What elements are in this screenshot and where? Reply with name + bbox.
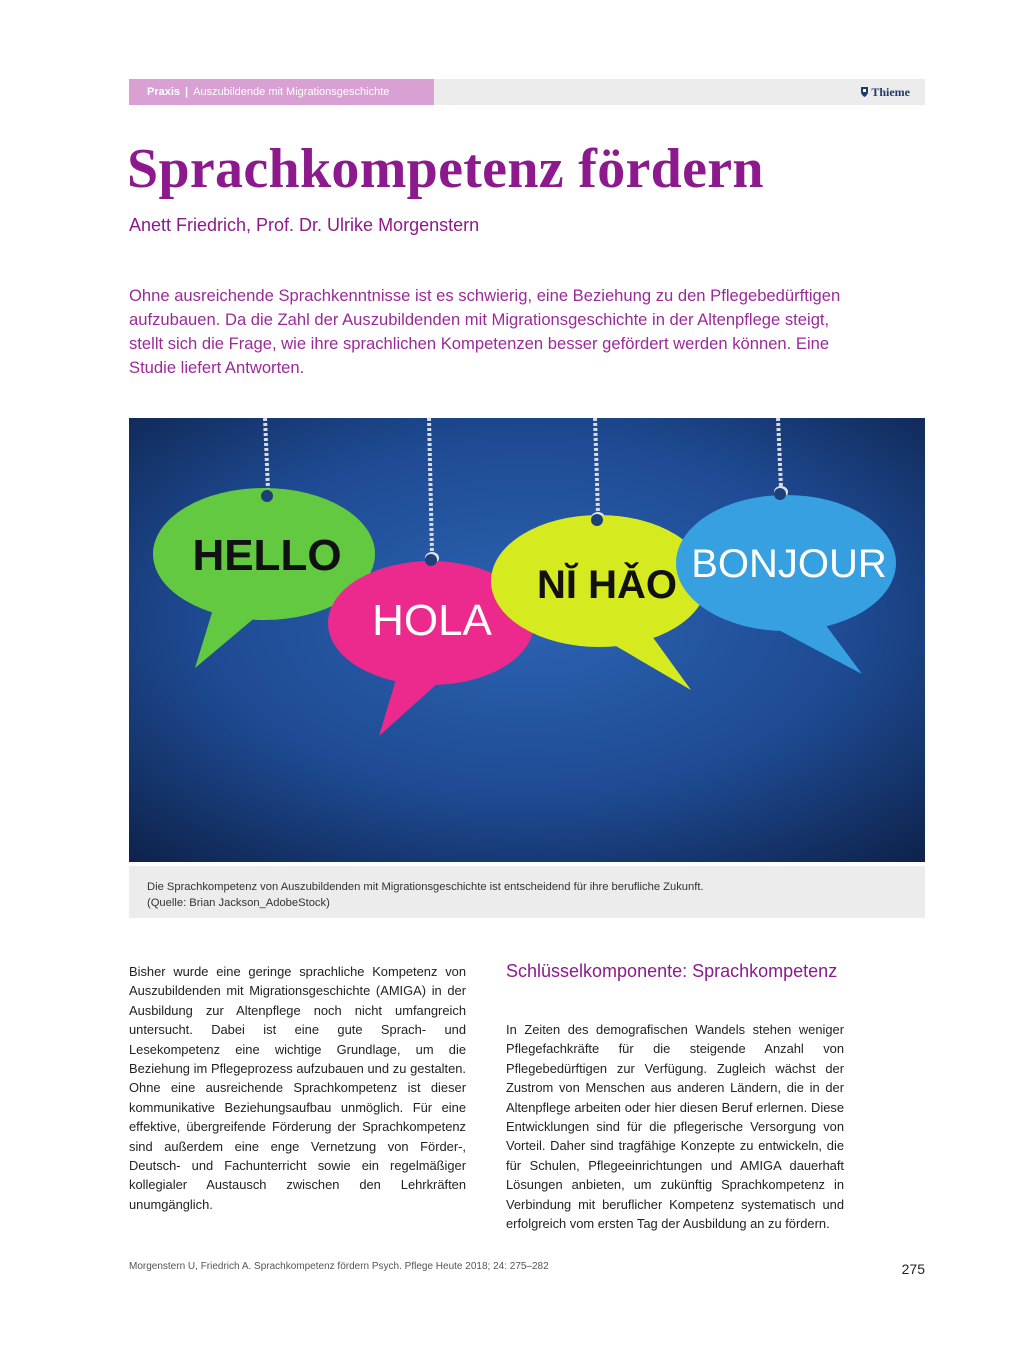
bubble-ni-hao-hole bbox=[591, 514, 603, 526]
page-number: 275 bbox=[901, 1261, 925, 1277]
section-heading: Schlüsselkomponente: Sprachkompetenz bbox=[506, 961, 838, 981]
section-separator: | bbox=[185, 86, 189, 98]
bubble-hola-word: HOLA bbox=[372, 596, 492, 645]
bubble-hello-word: HELLO bbox=[192, 531, 342, 580]
thieme-emblem-icon bbox=[860, 86, 869, 98]
article-figure bbox=[129, 418, 925, 862]
body-left-paragraph: Bisher wurde eine geringe sprachliche Kompetenz von Auszubildenden mit Migrationsgeschichte (AMIGA) in der Ausbildung zur Altenpflege noch nicht umfangreich untersucht. Dabei ist eine gute Sprach- und Lesekompetenz eine wichtige Grundlage, um die Beziehung im Pflegeprozess aufzubauen und zu gestalten. Ohne eine ausreichende Sprachkompetenz ist dieser kommunikative Beziehungsaufbau unmöglich. Für eine effektive, übergreifende Förderung der Sprachkompetenz sind außerdem eine enge Vernetzung von Förder-, Deutsch- und Fachunterricht sowie ein regelmäßiger kollegialer Austausch zwischen den Lehrkräften unumgänglich. bbox=[129, 964, 466, 1212]
article-authors: Anett Friedrich, Prof. Dr. Ulrike Morgenstern bbox=[129, 215, 480, 235]
bubble-hola-hole bbox=[425, 554, 437, 566]
header-bar bbox=[129, 79, 925, 105]
speech-bubbles-illustration bbox=[129, 418, 925, 862]
article-abstract: Ohne ausreichende Sprachkenntnisse ist es schwierig, eine Beziehung zu den Pflegebedürftigen aufzubauen. Da die Zahl der Auszubildenden mit Migrationsgeschichte in der Altenpflege steigt, stellt sich die Frage, wie ihre sprachlichen Kompetenzen besser gefördert werden können. Eine Studie liefert Antworten. bbox=[129, 286, 841, 377]
section-label: Praxis bbox=[147, 86, 181, 98]
article-title: Sprachkompetenz fördern bbox=[127, 138, 764, 200]
bubble-bonjour-word: BONJOUR bbox=[691, 542, 887, 586]
caption-text: Die Sprachkompetenz von Auszubildenden mit Migrationsgeschichte ist entscheidend für ihre berufliche Zukunft. bbox=[147, 881, 704, 893]
bubble-hello-hole bbox=[261, 490, 273, 502]
figure-caption bbox=[129, 866, 925, 918]
bubble-bonjour-hole bbox=[774, 488, 786, 500]
body-right-paragraph: In Zeiten des demografischen Wandels stehen weniger Pflegefachkräfte für die steigende Anzahl von Pflegebedürftigen zur Verfügung. Zugleich wächst der Zustrom von Menschen aus anderen Ländern, die in der Altenpflege arbeiten oder hier diesen Beruf erlernen. Diese Entwicklungen sind für die pflegerische Versorgung von Vorteil. Daher sind tragfähige Konzepte zu entwickeln, die für Schulen, Pflegeeinrichtungen und AMIGA dauerhaft Lösungen anbieten, um zukünftig Sprachkompetenz in Verbindung mit beruflicher Kompetenz systematisch und erfolgreich vom ersten Tag der Ausbildung an zu fördern. bbox=[506, 1022, 844, 1232]
section-tag bbox=[129, 79, 434, 105]
publisher-name: Thieme bbox=[871, 85, 910, 99]
footer-citation: Morgenstern U, Friedrich A. Sprachkompetenz fördern Psych. Pflege Heute 2018; 24: 275–282 bbox=[129, 1261, 549, 1272]
bubble-ni-hao-word: NĬ HǍO bbox=[537, 563, 677, 607]
caption-source: (Quelle: Brian Jackson_AdobeStock) bbox=[147, 897, 330, 909]
topic-label: Auszubildende mit Migrationsgeschichte bbox=[193, 86, 390, 98]
publisher-logo bbox=[860, 79, 910, 105]
